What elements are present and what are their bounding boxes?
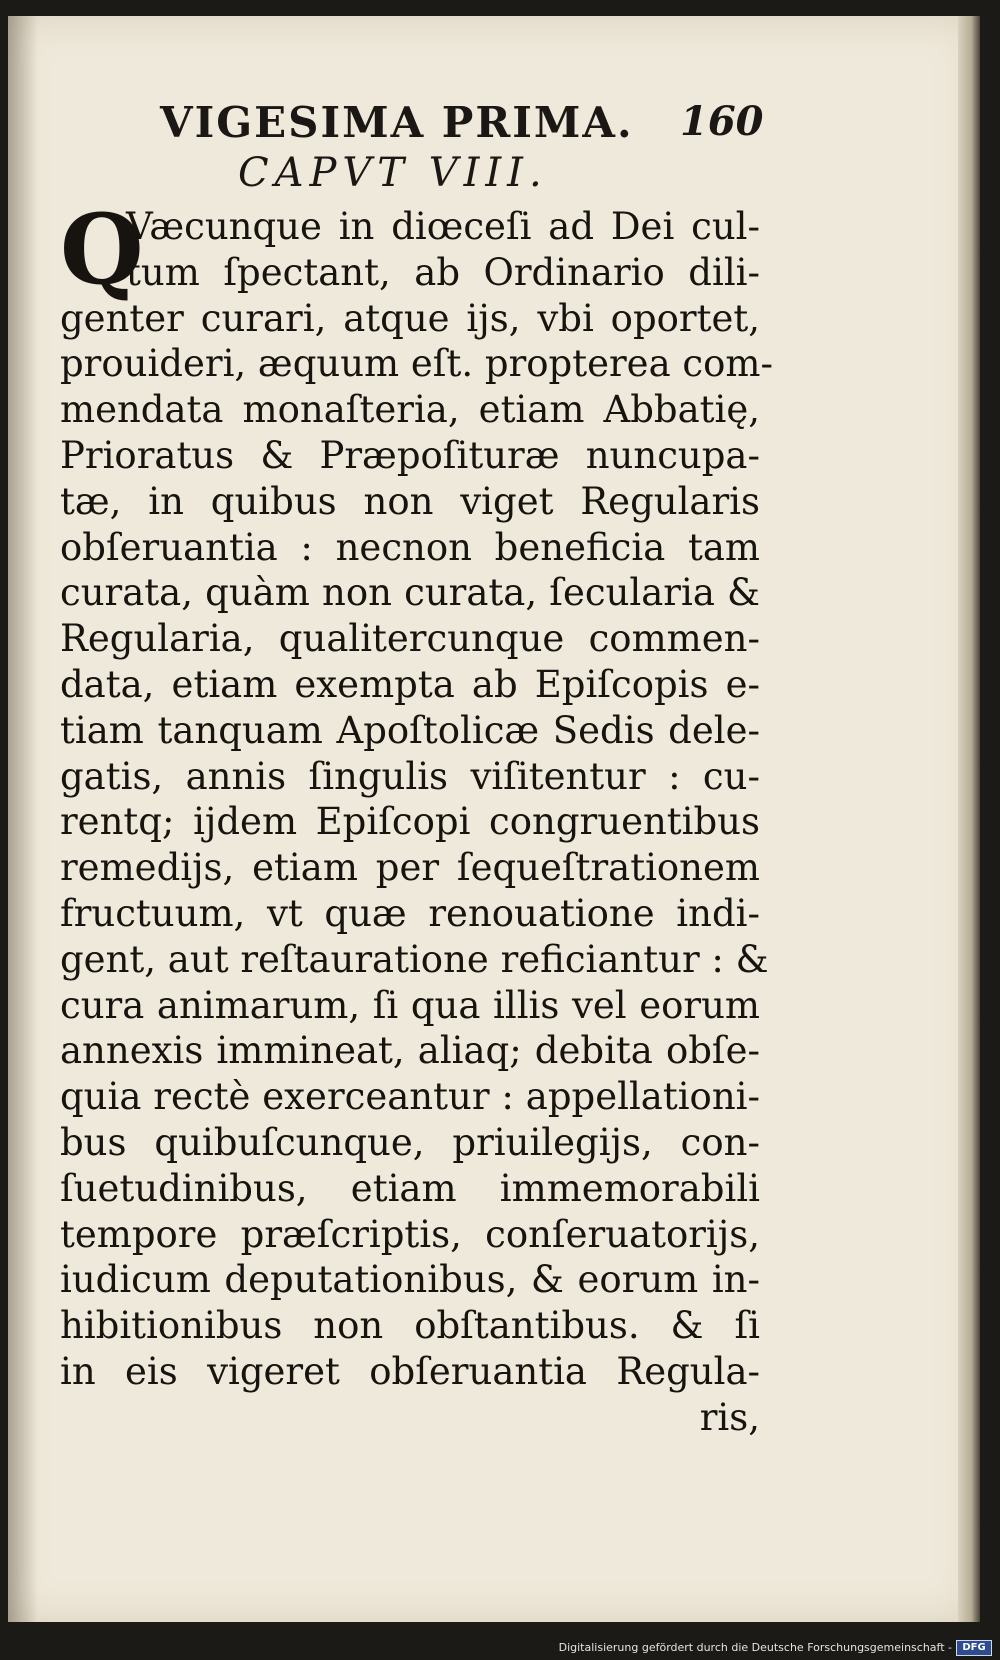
text-line: tum ſpectant, ab Ordinario dili- [126, 250, 760, 294]
text-line: data, etiam exempta ab Epiſcopis e- [60, 662, 760, 706]
body-text [60, 193, 773, 1441]
running-head: VIGESIMA PRIMA. [160, 98, 634, 147]
text-line: genter curari, atque ijs, vbi oportet, [60, 296, 760, 340]
page-fore-edge [958, 16, 980, 1622]
text-line: Regularia, qualitercunque commen- [60, 617, 760, 661]
text-line: in eis vigeret obſeruantia Regula- [60, 1349, 760, 1393]
text-line: tæ, in quibus non viget Regularis [60, 479, 760, 523]
digitization-credit: Digitalisierung gefördert durch die Deutsche Forschungsgemeinschaft - [558, 1641, 952, 1654]
text-line: rentq; ijdem Epiſcopi congruentibus [60, 800, 760, 844]
drop-cap: Q [60, 193, 144, 306]
text-line: annexis immineat, aliaq; debita obſe- [60, 1029, 760, 1073]
text-line: iudicum deputationibus, & eorum in- [60, 1258, 760, 1302]
page-header [160, 98, 764, 150]
text-line: curata, quàm non curata, ſecularia & [60, 571, 760, 615]
text-line: tempore præſcriptis, conſeruatorijs, [60, 1212, 760, 1256]
chapter-heading: CAPVT VIII. [238, 150, 548, 196]
text-line: bus quibuſcunque, priuilegijs, con- [60, 1120, 760, 1164]
page-number: 160 [680, 98, 764, 145]
text-line: cura animarum, ſi qua illis vel eorum [60, 983, 760, 1027]
text-line: obſeruantia : necnon beneficia tam [60, 525, 760, 569]
text-line: ſuetudinibus, etiam immemorabili [60, 1166, 760, 1210]
text-line: quia rectè exerceantur : appellationi- [60, 1075, 760, 1119]
text-line: gatis, annis ſingulis viſitentur : cu- [60, 754, 760, 798]
text-line: hibitionibus non obſtantibus. & ſi [60, 1304, 760, 1348]
text-line: remedijs, etiam per ſequeſtrationem [60, 846, 760, 890]
text-line: gent, aut reſtauratione reficiantur : & [60, 937, 769, 981]
text-line: prouideri, æquum eſt. propterea com- [60, 342, 773, 386]
text-line: Prioratus & Præpoſituræ nuncupa- [60, 433, 760, 477]
text-line: fructuum, vt quæ renouatione indi- [60, 891, 760, 935]
text-line: tiam tanquam Apoſtolicæ Sedis dele- [60, 708, 760, 752]
text-line: Væcunque in diœceſi ad Dei cul- [126, 205, 760, 248]
gutter-shadow [8, 16, 38, 1622]
dfg-logo: DFG [956, 1640, 992, 1656]
catchword: ris, [699, 1395, 760, 1439]
text-line: mendata monaſteria, etiam Abbatię, [60, 388, 760, 432]
